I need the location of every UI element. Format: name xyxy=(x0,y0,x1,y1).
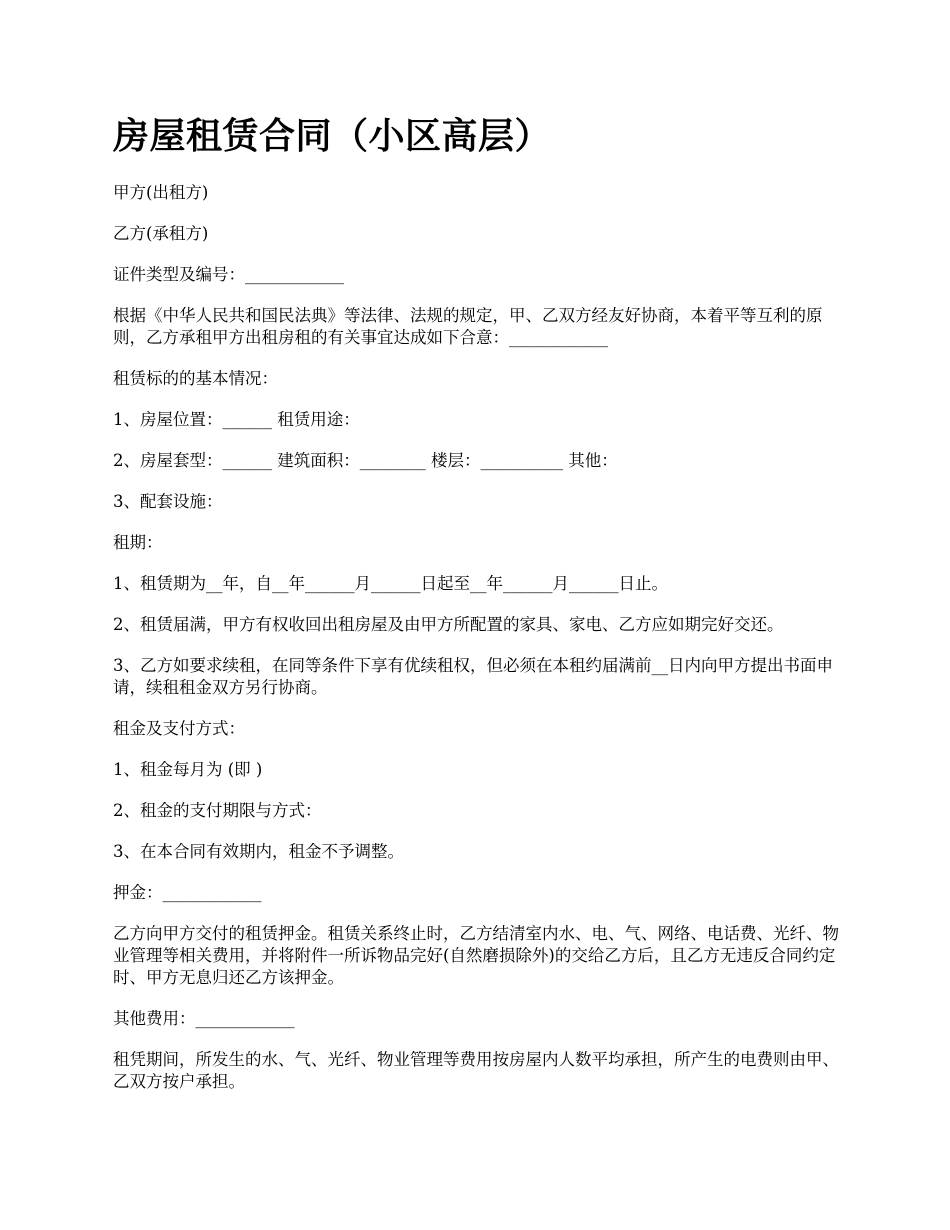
id-type-field: 证件类型及编号：____________ xyxy=(113,265,344,284)
party-a-label: 甲方(出租方) xyxy=(113,183,209,202)
document-title: 房屋租赁合同（小区高层） xyxy=(113,115,552,157)
term-period-item: 1、租赁期为__年，自__年______月______日起至__年______月______日止。 xyxy=(113,574,668,593)
rent-amount-item: 1、租金每月为 (即 ) xyxy=(113,760,263,779)
deposit-field: 押金：____________ xyxy=(113,883,262,902)
property-type-item: 2、房屋套型：______ 建筑面积：________ 楼层：__________ 其他： xyxy=(113,451,618,470)
rent-payment-item: 2、租金的支付期限与方式： xyxy=(113,801,322,820)
facilities-item: 3、配套设施： xyxy=(113,492,223,511)
term-expiry-item: 2、租赁届满，甲方有权收回出租房屋及由甲方所配置的家具、家电、乙方应如期完好交还。 xyxy=(113,615,784,634)
rent-fixed-item: 3、在本合同有效期内，租金不予调整。 xyxy=(113,842,404,861)
other-fees-field: 其他费用：____________ xyxy=(113,1009,295,1028)
term-renewal-item: 3、乙方如要求续租，在同等条件下享有优续租权，但必须在本租约届满前__日内向甲方提出书面申请，续租租金双方另行协商。 xyxy=(113,656,833,697)
preamble-paragraph: 根据《中华人民共和国民法典》等法律、法规的规定，甲、乙双方经友好协商，本着平等互利的原则，乙方承租甲方出租房租的有关事宜达成如下合意：____________ xyxy=(113,306,823,347)
other-fees-paragraph: 租凭期间，所发生的水、气、光纤、物业管理等费用按房屋内人数平均承担，所产生的电费则由甲、乙双方按户承担。 xyxy=(113,1050,839,1091)
property-location-item: 1、房屋位置：______ 租赁用途： xyxy=(113,410,360,429)
deposit-paragraph: 乙方向甲方交付的租赁押金。租赁关系终止时，乙方结清室内水、电、气、网络、电话费、光纤、物业管理等相关费用，并将附件一所诉物品完好(自然磨损除外)的交给乙方后，且乙方无违反合同约定时、甲方无息归还乙方该押金。 xyxy=(113,924,839,987)
section-heading-property: 租赁标的的基本情况： xyxy=(113,369,278,388)
section-heading-rent: 租金及支付方式： xyxy=(113,719,245,738)
section-heading-term: 租期： xyxy=(113,533,163,552)
party-b-label: 乙方(承租方) xyxy=(113,224,209,243)
